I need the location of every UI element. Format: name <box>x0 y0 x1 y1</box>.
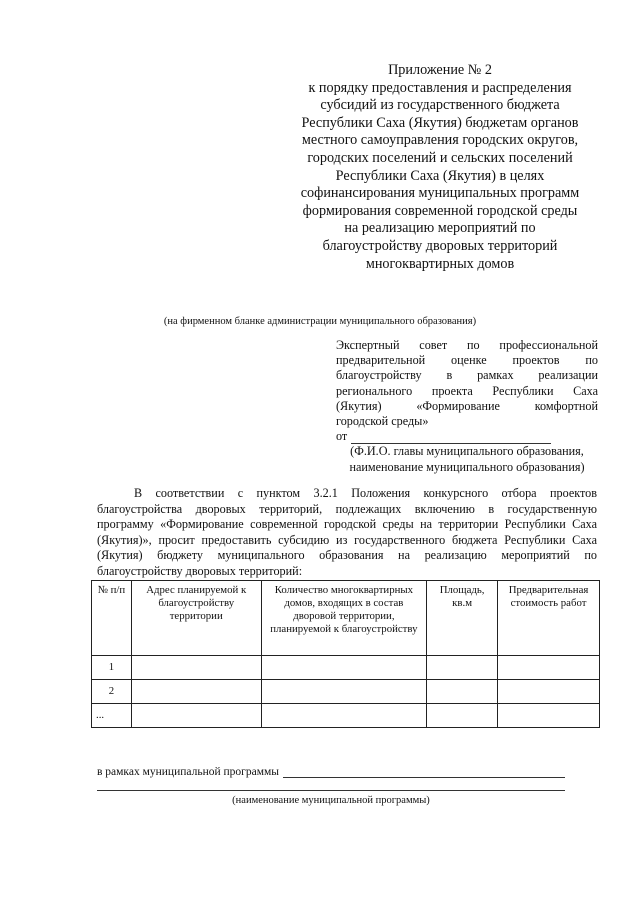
cell-address[interactable] <box>131 656 261 680</box>
cell-area[interactable] <box>427 680 498 704</box>
body-paragraph <box>97 486 597 580</box>
program-label: в рамках муниципальной программы <box>97 766 280 778</box>
body-line: (Якутия) бюджету муниципального образования на реализацию мероприятий по <box>97 548 597 563</box>
program-continuation-line[interactable] <box>97 790 565 791</box>
appendix-line: на реализацию мероприятий по <box>344 220 536 237</box>
table-header-row <box>92 581 600 656</box>
appendix-header <box>270 62 610 273</box>
addressee-line: регионального проекта Республики Саха <box>336 383 598 398</box>
cell-cost[interactable] <box>498 704 600 728</box>
cell-houses-count[interactable] <box>261 704 427 728</box>
header-area: Площадь, кв.м <box>427 581 498 656</box>
body-line: В соответствии с пунктом 3.2.1 Положения конкурсного отбора проектов <box>134 486 597 500</box>
addressee-line: (Якутия) «Формирование комфортной <box>336 398 598 413</box>
appendix-line: Республики Саха (Якутия) бюджетам органов <box>301 114 579 131</box>
appendix-line: к порядку предоставления и распределения <box>308 79 572 96</box>
body-line: благоустройству дворовых территорий: <box>97 563 303 578</box>
program-caption: (наименование муниципальной программы) <box>232 795 430 806</box>
table-row <box>92 680 600 704</box>
header-houses-count: Количество многоквартирных домов, входящих в состав дворовой территории, планируемой к благоустройству <box>261 581 427 656</box>
cell-area[interactable] <box>427 704 498 728</box>
appendix-line: Республики Саха (Якутия) в целях <box>335 167 545 184</box>
program-underline[interactable] <box>283 767 565 778</box>
row-number: 2 <box>92 680 132 704</box>
appendix-line: софинансирования муниципальных программ <box>300 185 580 202</box>
cell-address[interactable] <box>131 680 261 704</box>
body-line: (Якутия)», просит предоставить субсидию из государственного бюджета Республики Саха <box>97 532 597 547</box>
cell-cost[interactable] <box>498 656 600 680</box>
appendix-line: Приложение № 2 <box>388 62 492 78</box>
body-line: благоустройства дворовых территорий, подлежащих включению в государственную <box>97 501 597 516</box>
appendix-line: городских поселений и сельских поселений <box>307 149 573 166</box>
addressee-line: предварительной оценке проектов по <box>336 353 598 368</box>
cell-cost[interactable] <box>498 680 600 704</box>
appendix-line: благоустройству дворовых территорий <box>322 237 558 254</box>
cell-area[interactable] <box>427 656 498 680</box>
from-field[interactable] <box>336 429 598 444</box>
header-cost: Предварительная стоимость работ <box>498 581 600 656</box>
fio-caption: (Ф.И.О. главы муниципального образования, <box>350 444 584 459</box>
addressee-block <box>336 338 598 475</box>
cell-address[interactable] <box>131 704 261 728</box>
header-number: № п/п <box>92 581 132 656</box>
appendix-line: субсидий из государственного бюджета <box>320 97 560 114</box>
addressee-line: городской среды» <box>336 414 429 429</box>
row-number: ... <box>92 704 132 728</box>
table-row <box>92 704 600 728</box>
body-line: программу «Формирование современной городской среды на территории Республики Саха <box>97 517 597 532</box>
addressee-line: благоустройству в рамках реализации <box>336 368 598 383</box>
cell-houses-count[interactable] <box>261 680 427 704</box>
program-field[interactable] <box>97 766 565 778</box>
appendix-line: многоквартирных домов <box>365 255 515 272</box>
from-underline[interactable] <box>351 432 551 444</box>
from-label: от <box>336 429 348 444</box>
table-row <box>92 656 600 680</box>
fio-caption: наименование муниципального образования) <box>349 459 585 474</box>
appendix-line: формирования современной городской среды <box>302 202 578 219</box>
projects-table <box>91 580 600 728</box>
header-address: Адрес планируемой к благоустройству территории <box>131 581 261 656</box>
row-number: 1 <box>92 656 132 680</box>
addressee-line: Экспертный совет по профессиональной <box>336 338 598 352</box>
cell-houses-count[interactable] <box>261 656 427 680</box>
letterhead-note: (на фирменном бланке администрации муниципального образования) <box>163 316 477 327</box>
appendix-line: местного самоуправления городских округов, <box>301 132 579 149</box>
